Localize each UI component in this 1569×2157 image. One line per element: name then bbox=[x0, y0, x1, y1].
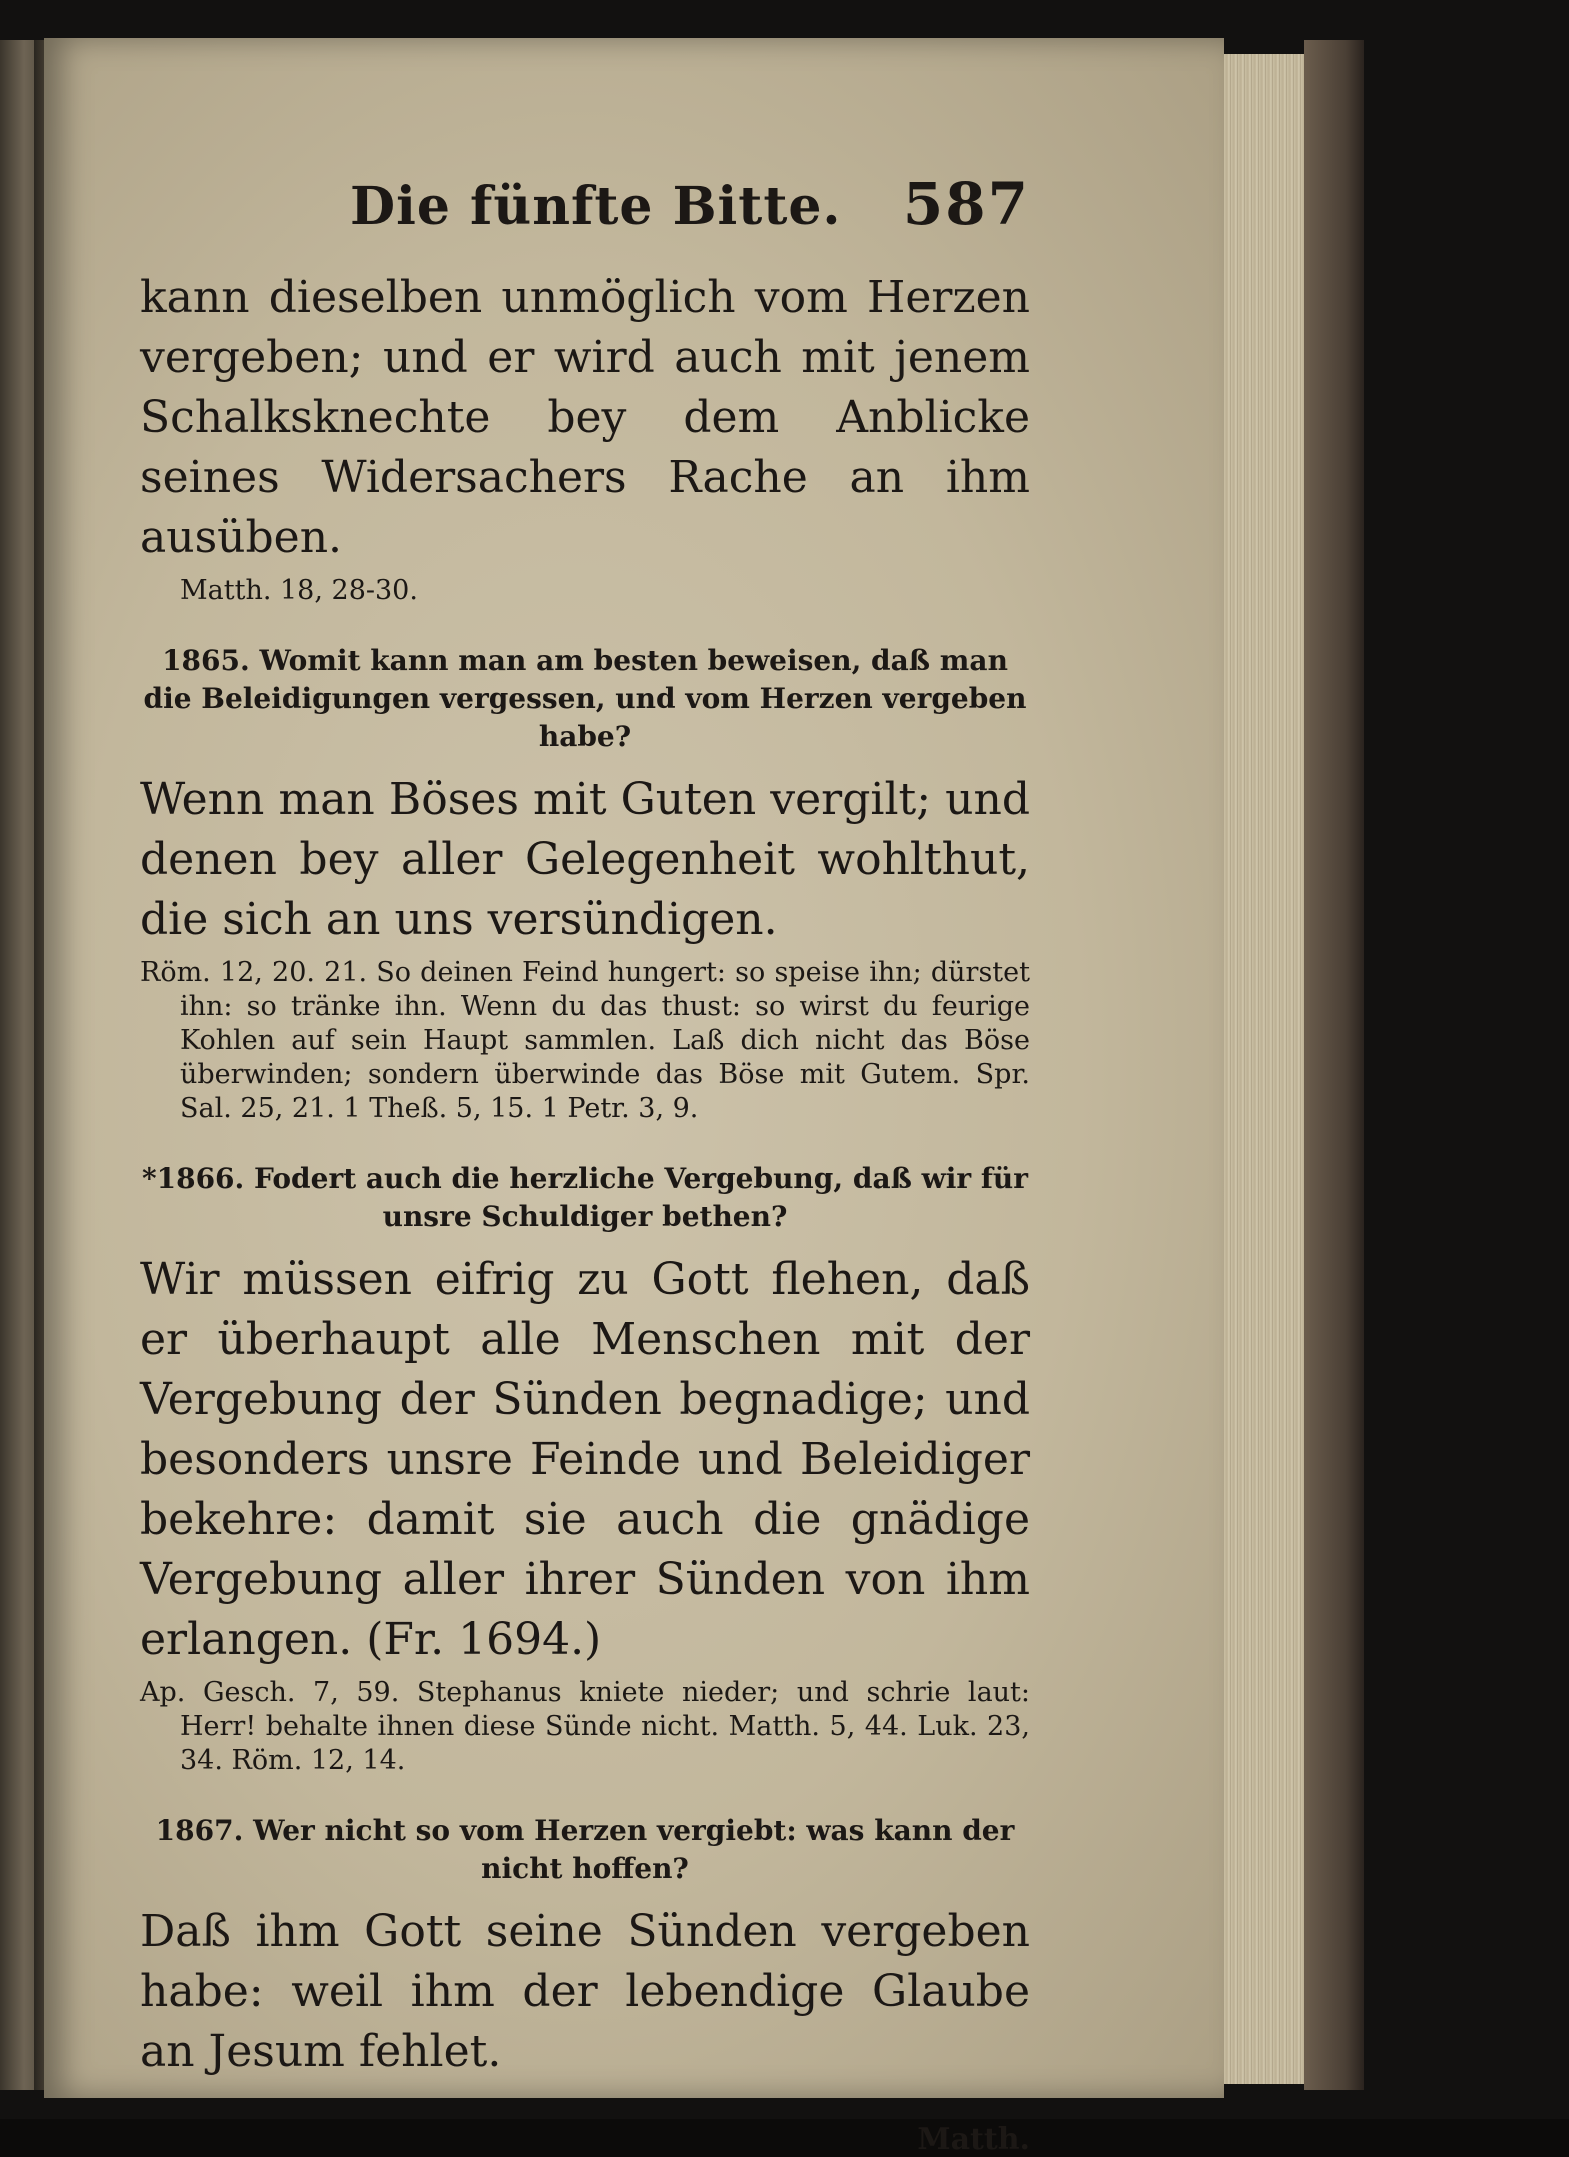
scripture-reference-1866: Ap. Gesch. 7, 59. Stephanus kniete nieder; und schrie laut: Herr! behalte ihnen diese Sünde nicht. Matth. 5, 44. Luk. 23, 34. Röm. 12, 14. bbox=[140, 1677, 1030, 1776]
running-header bbox=[140, 170, 1030, 238]
answer-1866: Wir müssen eifrig zu Gott flehen, daß er überhaupt alle Menschen mit der Vergebung der Sünden begnadige; und besonders unsre Feinde und Beleidiger bekehre: damit sie auch die gnädige Vergebung aller ihrer Sünden von ihm erlangen. (Fr. 1694.) bbox=[140, 1254, 1030, 1665]
question-1867: 1867. Wer nicht so vom Herzen vergiebt: was kann der nicht hoffen? bbox=[155, 1814, 1015, 1885]
catchword: Matth. bbox=[917, 2122, 1030, 2157]
page-block-edges bbox=[1224, 54, 1304, 2084]
answer-1867: Daß ihm Gott seine Sünden vergeben habe: weil ihm der lebendige Glaube an Jesum fehlet. bbox=[140, 1906, 1030, 2077]
answer-1865: Wenn man Böses mit Guten vergilt; und denen bey aller Gelegenheit wohlthut, die sich an uns versündigen. bbox=[140, 774, 1030, 945]
scripture-reference-1865: Röm. 12, 20. 21. So deinen Feind hungert: so speise ihn; dürstet ihn: so tränke ihn. Wenn du das thust: so wirst du feurige Kohlen auf sein Haupt sammlen. Laß dich nicht das Böse überwinden; sondern überwinde das Böse mit Gutem. Spr. Sal. 25, 21. 1 Theß. 5, 15. 1 Petr. 3, 9. bbox=[140, 957, 1030, 1124]
question-1865: 1865. Womit kann man am besten beweisen, daß man die Beleidigungen vergessen, und vom Herzen vergeben habe? bbox=[143, 644, 1027, 753]
question-1866: *1866. Fodert auch die herzliche Vergebung, daß wir für unsre Schuldiger bethen? bbox=[141, 1162, 1029, 1233]
paragraph-continuation: kann dieselben unmöglich vom Herzen vergeben; und er wird auch mit jenem Schalksknechte bey dem Anblicke seines Widersachers Rache an ihm ausüben. bbox=[140, 272, 1030, 563]
book-cover-edge bbox=[1304, 40, 1364, 2090]
scripture-reference: Matth. 18, 28-30. bbox=[180, 575, 418, 606]
page-number: 587 bbox=[902, 170, 1030, 238]
running-title: Die fünfte Bitte. bbox=[350, 176, 842, 237]
page-content bbox=[140, 170, 1030, 2157]
